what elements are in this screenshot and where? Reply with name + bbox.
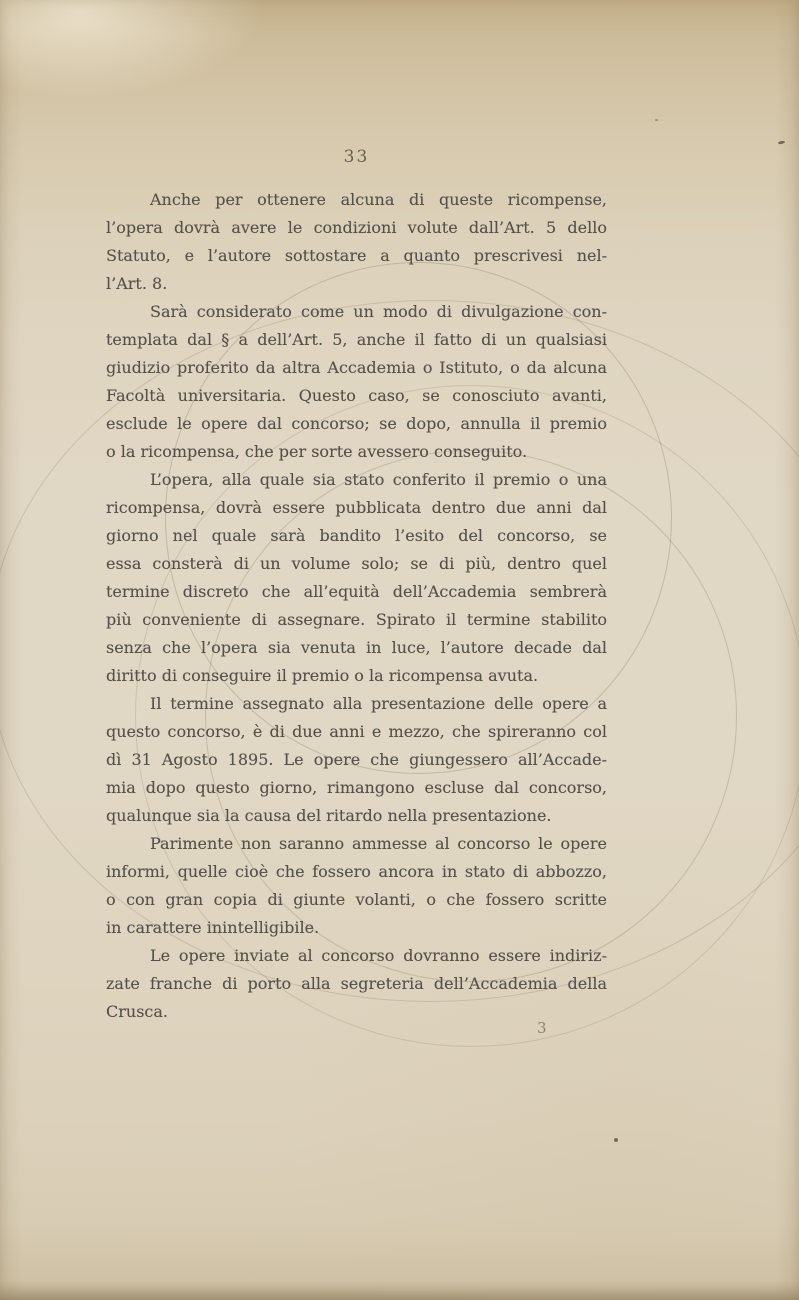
text-line: informi, quelle cioè che fossero ancora in stato di abbozzo, — [106, 862, 607, 881]
text-block — [106, 186, 607, 1026]
ink-speck — [655, 119, 658, 121]
text-line: questo concorso, è di due anni e mezzo, che spireranno col — [106, 722, 607, 741]
text-line: termine discreto che all’equità dell’Accademia sembrerà — [106, 582, 607, 601]
text-line: ricompensa, dovrà essere pubblicata dentro due anni dal — [106, 498, 607, 517]
text-line: Crusca. — [106, 1002, 168, 1021]
text-line: o la ricompensa, che per sorte avessero conseguito. — [106, 442, 528, 461]
text-line: Statuto, e l’autore sottostare a quanto prescrivesi nel- — [106, 246, 607, 265]
paragraph — [106, 186, 607, 298]
ink-speck — [778, 140, 785, 144]
paragraph — [106, 942, 607, 1026]
paragraph — [106, 298, 607, 466]
text-line: Il termine assegnato alla presentazione delle opere a — [150, 694, 607, 713]
text-line: essa consterà di un volume solo; se di più, dentro quel — [106, 554, 607, 573]
text-line: Facoltà universitaria. Questo caso, se conosciuto avanti, — [106, 386, 607, 405]
text-line: diritto di conseguire il premio o la ricompensa avuta. — [106, 666, 539, 685]
text-line: in carattere inintelligibile. — [106, 918, 320, 937]
text-line: templata dal § a dell’Art. 5, anche il fatto di un qualsiasi — [106, 330, 607, 349]
paragraph — [106, 830, 607, 942]
text-line: L’opera, alla quale sia stato conferito il premio o una — [150, 470, 607, 489]
text-line: l’opera dovrà avere le condizioni volute dall’Art. 5 dello — [106, 218, 607, 237]
text-line: qualunque sia la causa del ritardo nella presentazione. — [106, 806, 552, 825]
text-line: giorno nel quale sarà bandito l’esito del concorso, se — [106, 526, 607, 545]
text-line: Sarà considerato come un modo di divulgazione con- — [150, 302, 607, 321]
text-line: esclude le opere dal concorso; se dopo, annulla il premio — [106, 414, 607, 433]
paragraph — [106, 690, 607, 830]
text-line: più conveniente di assegnare. Spirato il termine stabilito — [106, 610, 607, 629]
signature-mark: 3 — [537, 1019, 547, 1037]
text-line: o con gran copia di giunte volanti, o che fossero scritte — [106, 890, 607, 909]
page-number: 33 — [343, 147, 370, 167]
ink-speck — [614, 1138, 618, 1142]
text-line: giudizio proferito da altra Accademia o Istituto, o da alcuna — [106, 358, 607, 377]
text-line: senza che l’opera sia venuta in luce, l’autore decade dal — [106, 638, 607, 657]
text-line: Parimente non saranno ammesse al concorso le opere — [150, 834, 607, 853]
text-line: l’Art. 8. — [106, 274, 168, 293]
paragraph — [106, 466, 607, 690]
text-line: zate franche di porto alla segreteria dell’Accademia della — [106, 974, 607, 993]
text-line: mia dopo questo giorno, rimangono escluse dal concorso, — [106, 778, 607, 797]
text-line: Le opere inviate al concorso dovranno essere indiriz- — [150, 946, 607, 965]
text-line: dì 31 Agosto 1895. Le opere che giungessero all’Accade- — [106, 750, 607, 769]
text-line: Anche per ottenere alcuna di queste ricompense, — [150, 190, 607, 209]
